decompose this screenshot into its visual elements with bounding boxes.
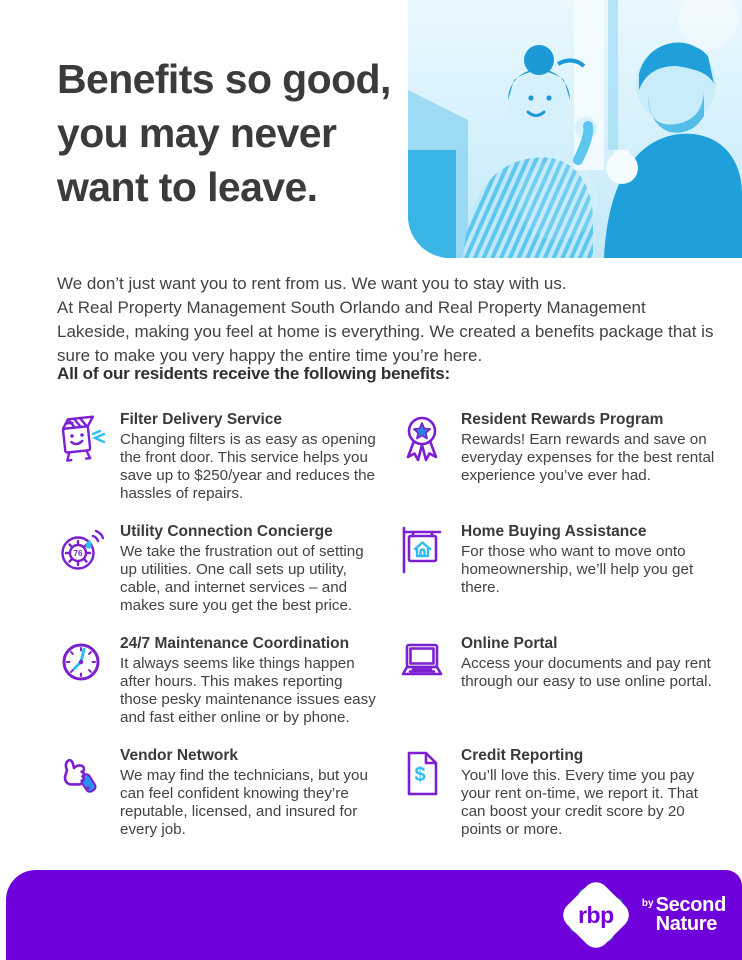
- benefit-description: For those who want to move onto homeownership, we’ll help you get there.: [461, 543, 694, 596]
- page-title: [57, 52, 391, 214]
- benefit-description: Changing filters is as easy as opening the front door. This service helps you save up to $250/year and reduces the hassles of repairs.: [120, 431, 376, 502]
- benefit-resident-rewards: [396, 410, 720, 503]
- benefit-filter-delivery: [55, 410, 396, 503]
- brand-line-1: Second: [655, 894, 726, 916]
- benefit-title: 24/7 Maintenance Coordination: [120, 635, 350, 652]
- benefit-title: Home Buying Assistance: [461, 523, 647, 540]
- byline-prefix: by: [641, 898, 654, 909]
- headline-line: you may never: [57, 110, 337, 156]
- benefit-title: Online Portal: [461, 635, 558, 652]
- benefit-credit-reporting: [396, 746, 720, 839]
- rewards-ribbon-icon: [396, 412, 448, 464]
- rbp-logo-text: rbp: [578, 901, 614, 928]
- benefit-online-portal: [396, 634, 720, 727]
- intro-line-1: We don’t just want you to rent from us. We want you to stay with us.: [57, 274, 567, 293]
- svg-text:76: 76: [73, 549, 83, 558]
- filter-delivery-icon: [55, 412, 107, 464]
- hero-photo: [408, 0, 742, 258]
- clock-icon: [55, 636, 107, 688]
- thumbs-up-icon: [55, 748, 107, 800]
- footer-band: [6, 870, 742, 960]
- headline-line: Benefits so good,: [57, 56, 391, 102]
- thermostat-dial-icon: [55, 524, 107, 576]
- benefit-title: Utility Connection Concierge: [120, 523, 333, 540]
- benefits-grid: [55, 410, 720, 839]
- benefit-title: Vendor Network: [120, 747, 238, 764]
- benefit-maintenance: [55, 634, 396, 727]
- intro-paragraph: [57, 272, 717, 368]
- rbp-logo-lockup: [562, 881, 726, 949]
- intro-line-2: At Real Property Management South Orlando and Real Property Management Lakeside, making you feel at home is everything. We created a benefits package that is sure to make you very happy the entire time you’re here.: [57, 298, 714, 365]
- benefit-description: Access your documents and pay rent through our easy to use online portal.: [461, 655, 712, 690]
- headline-line: want to leave.: [57, 164, 318, 210]
- house-sign-icon: [396, 524, 448, 576]
- brand-name: [656, 896, 726, 934]
- benefit-description: It always seems like things happen after hours. This makes reporting those pesky maintenance issues easy and fast either online or by phone.: [120, 655, 376, 726]
- benefit-utility-concierge: [55, 522, 396, 615]
- benefit-description: Rewards! Earn rewards and save on everyday expenses for the best rental experience you’ve ever had.: [461, 431, 715, 484]
- benefit-title: Filter Delivery Service: [120, 411, 282, 428]
- dollar-document-icon: [396, 748, 448, 800]
- second-nature-wordmark: [642, 896, 726, 934]
- benefit-description: We take the frustration out of setting up utilities. One call sets up utility, cable, and internet services – and makes sure you get the best price.: [120, 543, 364, 614]
- benefit-vendor-network: [55, 746, 396, 839]
- benefit-title: Credit Reporting: [461, 747, 584, 764]
- benefits-subhead: All of our residents receive the following benefits:: [57, 364, 450, 383]
- benefit-title: Resident Rewards Program: [461, 411, 664, 428]
- brand-line-2: Nature: [655, 913, 718, 935]
- benefit-home-buying: [396, 522, 720, 615]
- benefit-description: We may find the technicians, but you can feel confident knowing they’re reputable, licensed, and insured for every job.: [120, 767, 368, 838]
- benefit-description: You’ll love this. Every time you pay your rent on-time, we report it. That can boost your credit score by 20 points or more.: [461, 767, 698, 838]
- hero-photo-art: [408, 0, 742, 258]
- rbp-badge-icon: [562, 881, 630, 949]
- svg-text:$: $: [414, 764, 426, 786]
- laptop-icon: [396, 636, 448, 688]
